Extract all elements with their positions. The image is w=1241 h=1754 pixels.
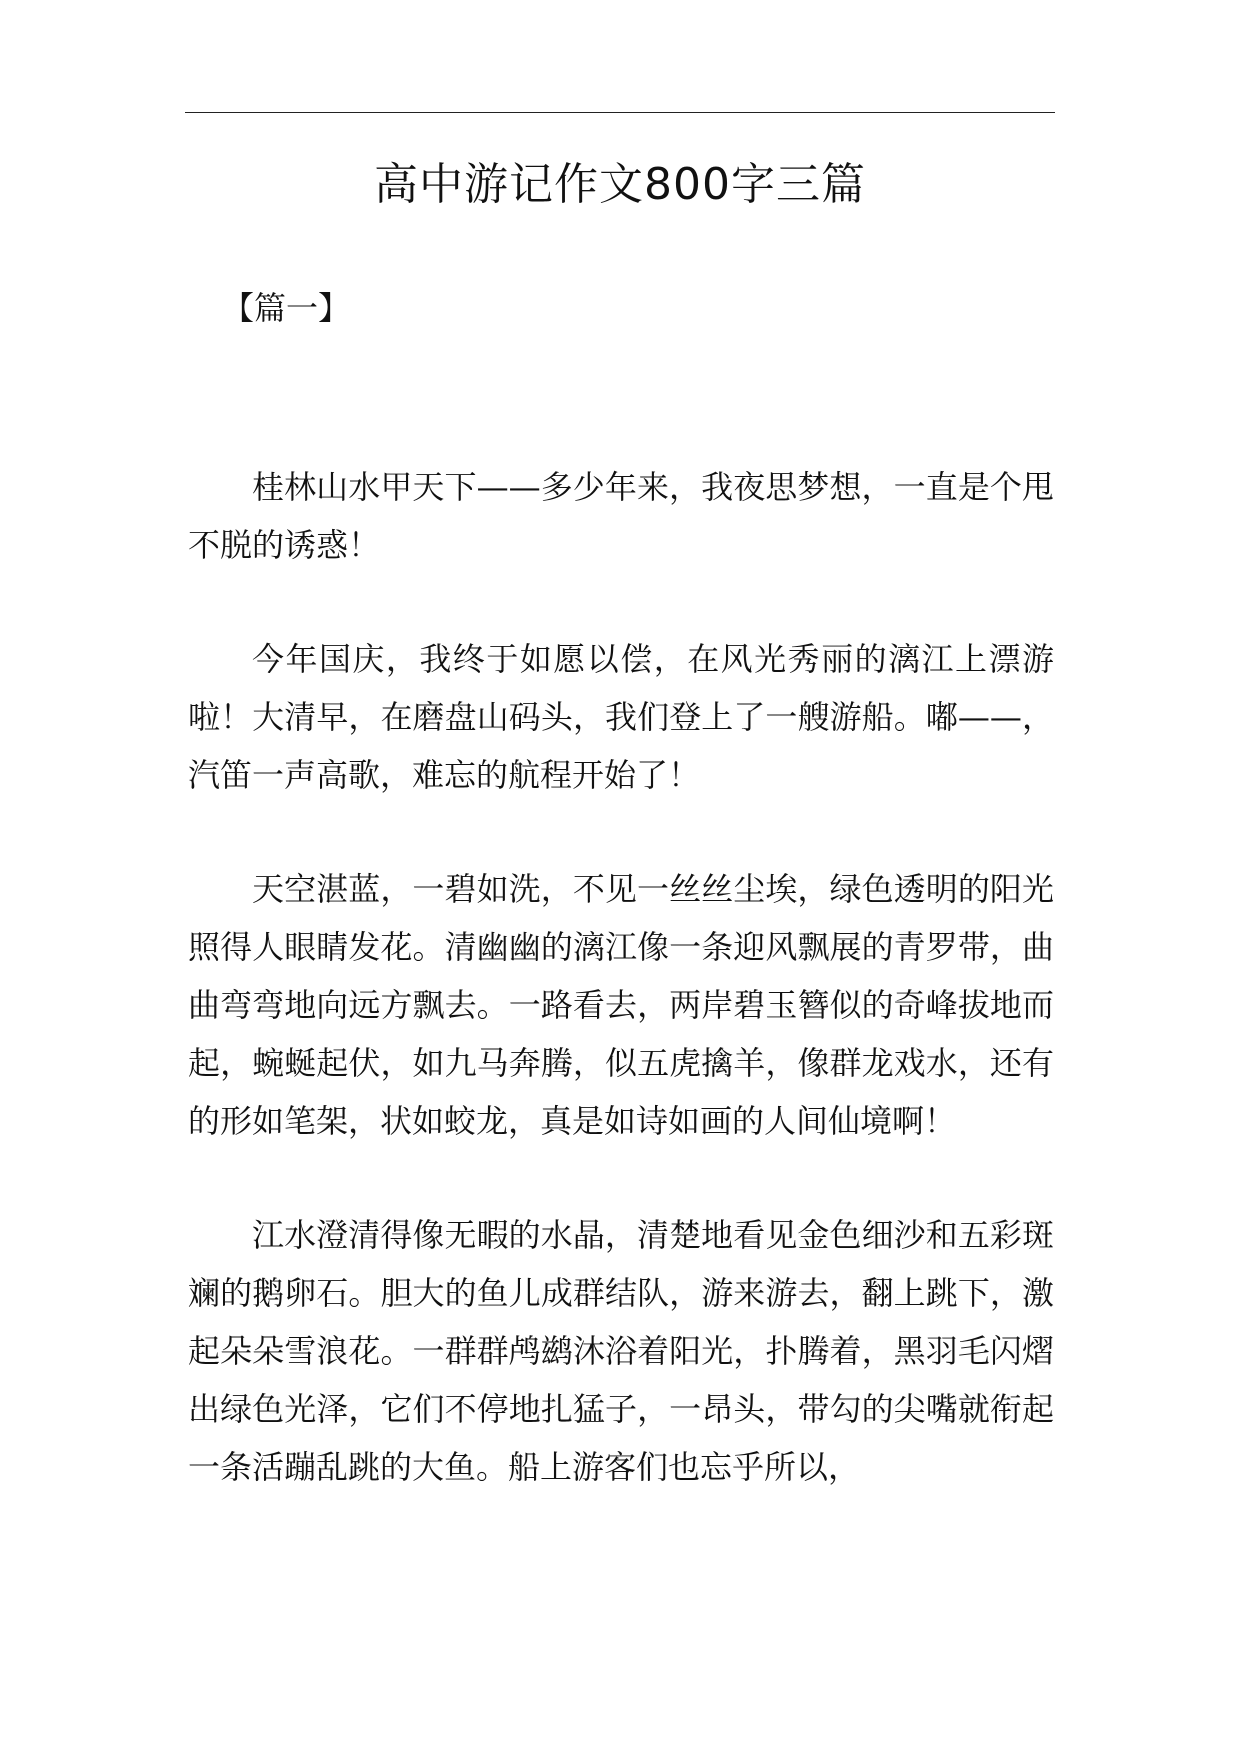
page-title: 高中游记作文800字三篇: [374, 159, 866, 210]
paragraph-2: 今年国庆，我终于如愿以偿，在风光秀丽的漓江上漂游啦！大清早，在磨盘山码头，我们登上了一艘游船。嘟——，汽笛一声高歌，难忘的航程开始了！: [188, 640, 1054, 794]
header-rule: [185, 112, 1055, 113]
paragraph-1: 桂林山水甲天下——多少年来，我夜思梦想，一直是个甩不脱的诱惑！: [188, 468, 1054, 564]
paragraph-3: 天空湛蓝，一碧如洗，不见一丝丝尘埃，绿色透明的阳光照得人眼睛发花。清幽幽的漓江像一条迎风飘展的青罗带，曲曲弯弯地向远方飘去。一路看去，两岸碧玉簪似的奇峰拔地而起，蜿蜒起伏，如九马奔腾，似五虎擒羊，像群龙戏水，还有的形如笔架，状如蛟龙，真是如诗如画的人间仙境啊！: [188, 870, 1054, 1140]
section-label: 【篇一】: [222, 289, 351, 327]
body-text: [188, 458, 1054, 1552]
paragraph-4: 江水澄清得像无暇的水晶，清楚地看见金色细沙和五彩斑斓的鹅卵石。胆大的鱼儿成群结队，游来游去，翻上跳下，激起朵朵雪浪花。一群群鸬鹚沐浴着阳光，扑腾着，黑羽毛闪熠出绿色光泽，它们不停地扎猛子，一昂头，带勾的尖嘴就衔起一条活蹦乱跳的大鱼。船上游客们也忘乎所以，: [188, 1216, 1054, 1486]
